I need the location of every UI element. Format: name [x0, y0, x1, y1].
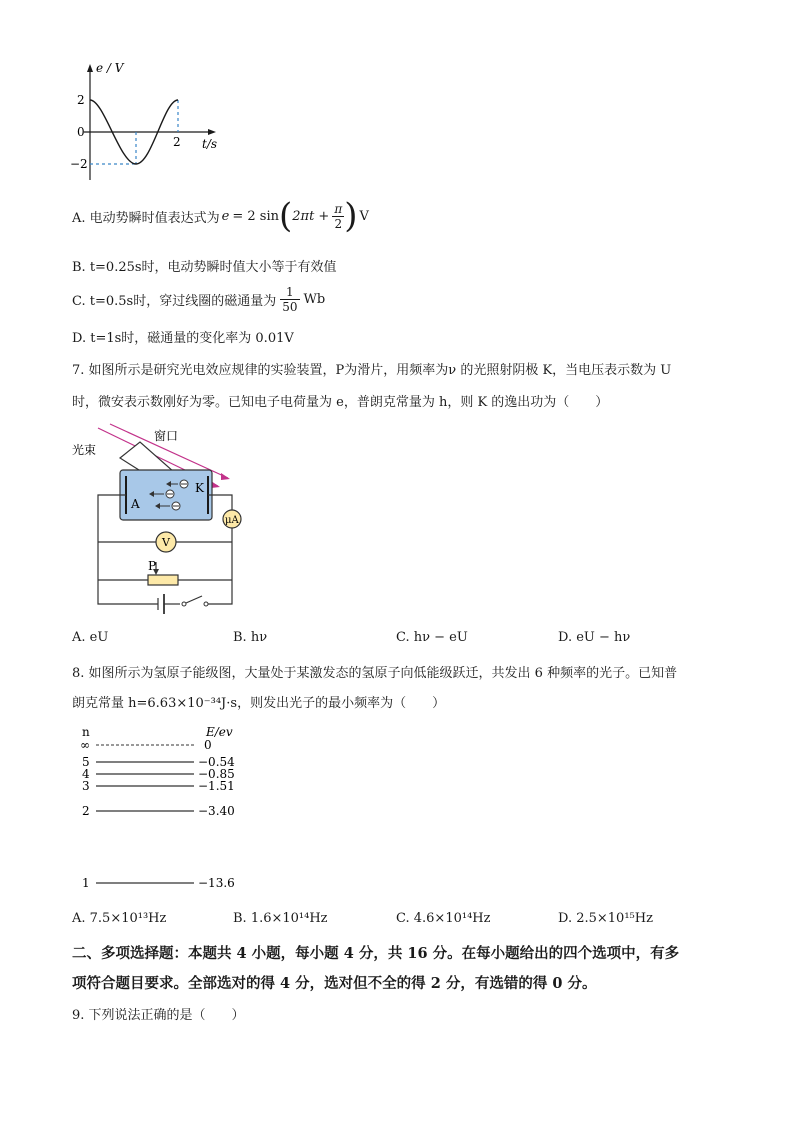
- q6-option-a-fraction: [332, 202, 344, 231]
- hydrogen-energy-level-diagram: [76, 722, 256, 892]
- label-slider: P: [148, 559, 157, 573]
- label-cathode: K: [195, 481, 204, 495]
- level-e-inf: 0: [204, 738, 212, 752]
- graph-y-label: e / V: [96, 61, 124, 75]
- q8-option-c[interactable]: C. 4.6×10¹⁴Hz: [396, 911, 491, 926]
- q8-option-a[interactable]: A. 7.5×10¹³Hz: [72, 911, 167, 926]
- q6-option-a-unit: V: [359, 208, 369, 224]
- level-e-2: −3.40: [198, 804, 235, 818]
- graph-x-label: t/s: [202, 137, 218, 151]
- label-anode: A: [131, 497, 140, 511]
- q6-option-a[interactable]: [72, 196, 369, 236]
- level-n-1: 1: [82, 876, 90, 890]
- q7-option-d[interactable]: D. eU − hν: [558, 630, 631, 645]
- section-heading-line1: 二、多项选择题：本题共 4 小题，每小题 4 分，共 16 分。在每小题给出的四个选项中，有多: [72, 945, 680, 962]
- level-n-3: 3: [82, 779, 90, 793]
- label-light-beam: 光束: [72, 443, 97, 457]
- level-n-inf: ∞: [80, 738, 90, 752]
- level-e-3: −1.51: [198, 779, 235, 793]
- level-n-4: 4: [82, 767, 90, 781]
- level-e-4: −0.85: [198, 767, 235, 781]
- q7-option-a[interactable]: A. eU: [72, 630, 109, 645]
- level-e-5: −0.54: [198, 755, 235, 769]
- q6-option-a-eq: = 2 sin: [232, 208, 279, 224]
- graph-tick-pos: 2: [77, 93, 85, 107]
- level-e-1: −13.6: [198, 876, 235, 890]
- q6-option-a-arg: 2πt +: [292, 208, 330, 224]
- q6-option-a-e: e: [221, 208, 230, 224]
- q9-stem: 9. 下列说法正确的是（ ）: [72, 1008, 245, 1023]
- q6-option-c-prefix: C. t=0.5s时，穿过线圈的磁通量为: [72, 293, 277, 309]
- graph-tick-zero: 0: [77, 125, 85, 139]
- fraction-denominator: 2: [334, 216, 343, 231]
- q8-stem-line2: 朗克常量 h=6.63×10⁻³⁴J·s，则发出光子的最小频率为（ ）: [72, 696, 446, 711]
- q6-option-d[interactable]: D. t=1s时，磁通量的变化率为 0.01V: [72, 331, 294, 346]
- label-n: n: [82, 725, 90, 739]
- fraction-numerator: π: [334, 201, 343, 216]
- label-microammeter: μA: [225, 515, 239, 526]
- graph-tick-x: 2: [173, 135, 181, 149]
- q6-option-b[interactable]: B. t=0.25s时，电动势瞬时值大小等于有效值: [72, 260, 337, 275]
- label-voltmeter: V: [162, 536, 170, 549]
- emf-time-graph: [60, 58, 230, 188]
- label-window: 窗口: [154, 429, 179, 443]
- q7-stem-line2: 时，微安表示数刚好为零。已知电子电荷量为 e，普朗克常量为 h，则 K 的逸出功为（ ）: [72, 395, 609, 410]
- q8-option-b[interactable]: B. 1.6×10¹⁴Hz: [233, 911, 328, 926]
- graph-tick-neg: −2: [70, 157, 88, 171]
- label-energy-unit: E/ev: [206, 725, 233, 739]
- fraction-numerator: 1: [280, 285, 299, 300]
- left-paren: (: [279, 196, 293, 236]
- right-paren: ): [344, 196, 358, 236]
- photoelectric-apparatus-diagram: [68, 420, 258, 615]
- q8-stem-line1: 8. 如图所示为氢原子能级图，大量处于某激发态的氢原子向低能级跃迁，共发出 6 种频率的光子。已知普: [72, 666, 678, 681]
- fraction-denominator: 50: [282, 299, 298, 314]
- q6-option-c-fraction: [280, 285, 299, 314]
- q7-stem-line1: 7. 如图所示是研究光电效应规律的实验装置，P为滑片，用频率为ν 的光照射阴极 K，当电压表示数为 U: [72, 363, 672, 378]
- level-n-5: 5: [82, 755, 90, 769]
- q6-option-c[interactable]: [72, 282, 325, 316]
- level-n-2: 2: [82, 804, 90, 818]
- section-heading-line2: 项符合题目要求。全部选对的得 4 分，选对但不全的得 2 分，有选错的得 0 分。: [72, 975, 597, 992]
- q7-option-c[interactable]: C. hν − eU: [396, 630, 468, 645]
- q6-option-c-unit: Wb: [303, 291, 326, 307]
- q7-option-b[interactable]: B. hν: [233, 630, 268, 645]
- q6-option-a-prefix: A. 电动势瞬时值表达式为: [72, 210, 220, 226]
- q8-option-d[interactable]: D. 2.5×10¹⁵Hz: [558, 911, 653, 926]
